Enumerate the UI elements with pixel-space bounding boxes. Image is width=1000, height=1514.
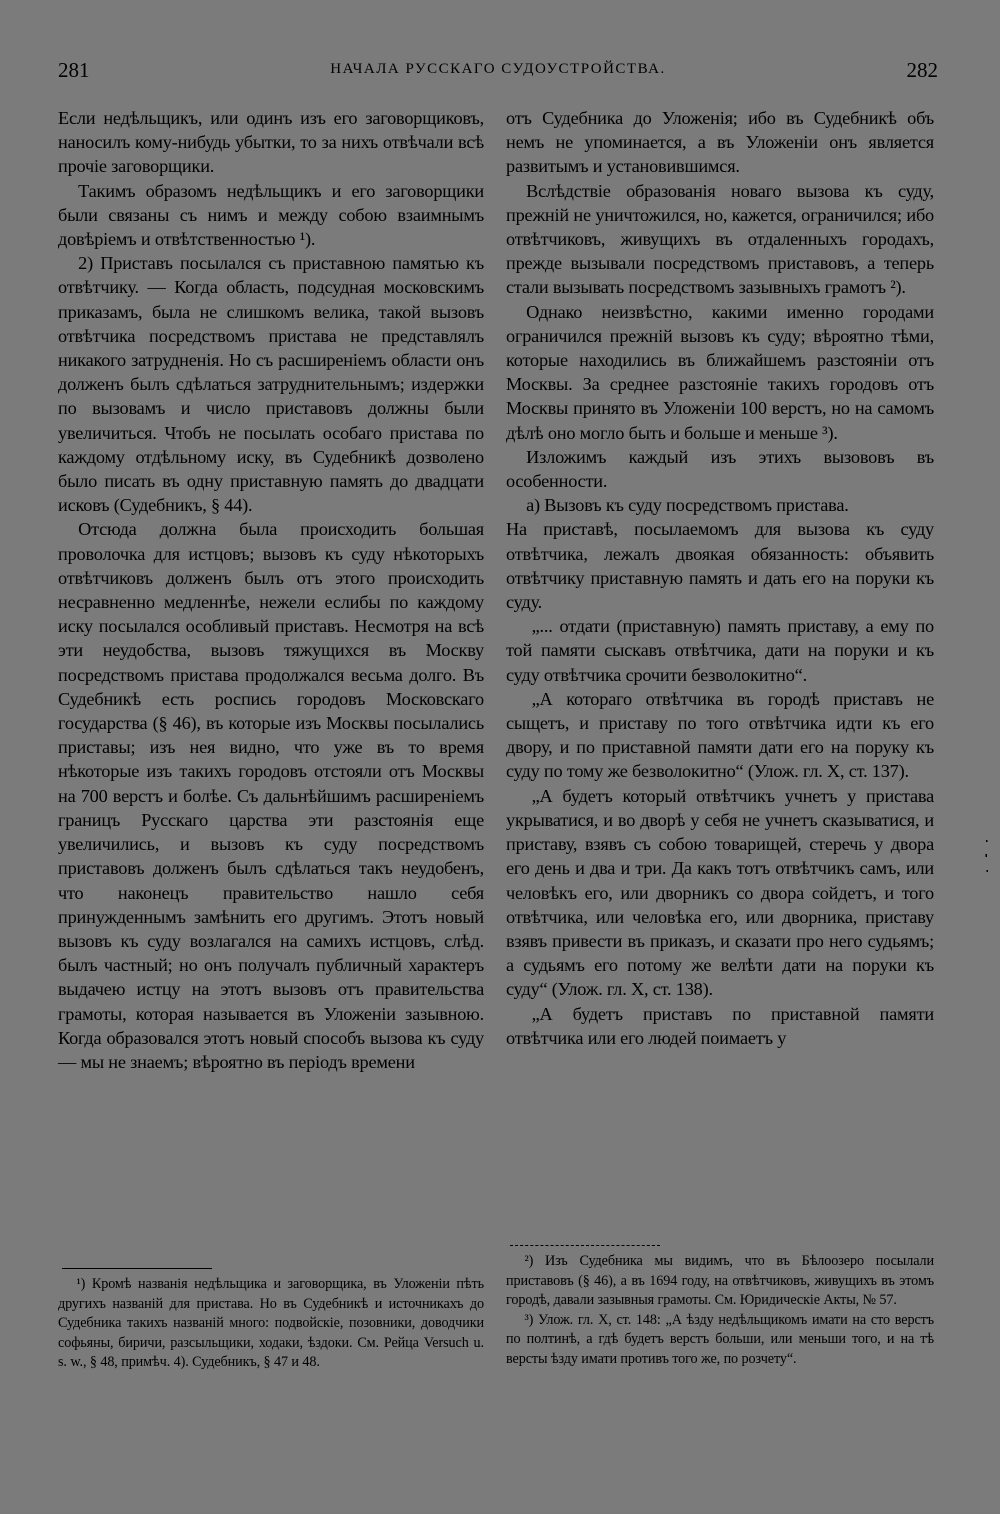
running-header <box>58 58 938 88</box>
footnote-rule <box>510 1245 660 1246</box>
paragraph: Если недѣльщикъ, или одинъ изъ его заговорщиковъ, наносилъ кому-нибудь убытки, то за нихъ отвѣчали всѣ прочіе заговорщики. <box>58 108 484 177</box>
page-number-left: 281 <box>58 58 90 82</box>
paragraph: 2) Приставъ посылался съ приставною памятью къ отвѣтчику. — Когда область, подсудная московскимъ приказамъ, была не слишкомъ велика, такой вызовъ отвѣтчика посредствомъ пристава не представлялъ никакого затрудненія. Но съ расширеніемъ области онъ долженъ былъ сдѣлаться затруднительнымъ; издержки по вызовамъ и число приставовъ должны были увеличиться. Чтобъ не посылать особаго пристава по каждому отдѣльному иску, въ Судебникѣ дозволено было писать въ одну приставную память до двадцати исковъ (Судебникъ, § 44). <box>58 253 484 516</box>
paragraph: Однако неизвѣстно, какими именно городами ограничился прежній вызовъ къ суду; вѣроятно тѣми, которые находились въ ближайшемъ разстояніи отъ Москвы. За среднее разстояніе такихъ городовъ отъ Москвы принято въ Уложеніи 100 верстъ, но на самомъ дѣлѣ оно могло быть и больше и меньше ³). <box>506 301 934 443</box>
footnote-rule <box>62 1268 212 1269</box>
scan-speck-marks <box>985 840 989 880</box>
quotation: „А будетъ который отвѣтчикъ учнетъ у пристава укрыватися, и во дворѣ у себя не учнетъ сказыватися, и приставу, взявъ съ собою товарищей, стеречь у двора его день и два и три. Да какъ тотъ отвѣтчикъ самъ, или человѣкъ его, или дворникъ со двора сойдетъ, и того отвѣтчика, или человѣка его, или дворника, приставу взявъ привести въ приказъ, и сказати про него судьямъ; а судьямъ его потому же велѣти дати на поруки къ суду“ (Улож. гл. X, ст. 138). <box>506 785 934 1000</box>
quotation: „А будетъ приставъ по приставной памяти отвѣтчика или его людей поимаетъ у <box>506 1003 934 1048</box>
footnote: ¹) Кромѣ названія недѣльщика и заговорщика, въ Уложеніи пѣть другихъ названій для пристава. Но въ Судебникѣ и источникахъ до Судебника такихъ названій много: подвойскіе, позовники, доводчики софьяны, биричи, разсыльщики, ходаки, ѣздоки. См. Рейца Versuch u. s. w., § 48, примѣч. 4). Судебникъ, § 47 и 48. <box>58 1276 484 1371</box>
paragraph: Вслѣдствіе образованія новаго вызова къ суду, прежній не уничтожился, но, кажется, ограничился; ибо отвѣтчиковъ, живущихъ въ отдаленныхъ городахъ, прежде вызывали посредствомъ приставовъ, а теперь стали вызывать посредствомъ зазывныхъ грамотъ ²). <box>506 180 934 298</box>
paragraph: отъ Судебника до Уложенія; ибо въ Судебникѣ объ немъ не упоминается, а въ Уложеніи онъ является развитымъ и установившимся. <box>506 108 934 177</box>
paragraph: На приставѣ, посылаемомъ для вызова къ суду отвѣтчика, лежалъ двоякая обязанность: объявить отвѣтчику приставную память и дать его на поруки къ суду. <box>506 519 934 613</box>
paragraph: Изложимъ каждый изъ этихъ вызововъ въ особенности. <box>506 446 934 492</box>
footnote: ²) Изъ Судебника мы видимъ, что въ Бѣлоозеро посылали приставовъ (§ 46), а въ 1694 году, на отвѣтчиковъ, живущихъ въ этомъ городѣ, давали зазывныя грамоты. См. Юридическіе Акты, № 57. <box>506 1253 934 1309</box>
right-column <box>506 106 934 1050</box>
quotation: „... отдати (приставную) память приставу, а ему по той памяти сыскавъ отвѣтчика, дати на поруки и къ суду отвѣтчика срочити безволокитно“. <box>506 616 934 685</box>
quotation: „А котораго отвѣтчика въ городѣ приставъ не сыщетъ, и приставу по того отвѣтчика идти къ его двору, и по приставной памяти дати его на поруку къ суду по тому же безволокитно“ (Улож. гл. X, ст. 137). <box>506 688 934 782</box>
page-number-right: 282 <box>906 58 938 82</box>
left-column <box>58 106 484 1074</box>
footnotes-right <box>506 1245 934 1370</box>
section-heading: а) Вызовъ къ суду посредствомъ пристава. <box>526 495 849 516</box>
footnotes-left <box>58 1268 484 1373</box>
running-title: НАЧАЛА РУССКАГО СУДОУСТРОЙСТВА. <box>330 61 666 77</box>
footnote: ³) Улож. гл. X, ст. 148: „А ѣзду недѣльщикомъ имати на сто верстъ по полтинѣ, а гдѣ будетъ верстъ больши, или меньши того, и на тѣ версты ѣзду имати противъ того же, по розчету“. <box>506 1311 934 1367</box>
paragraph: Отсюда должна была происходить большая проволочка для истцовъ; вызовъ къ суду нѣкоторыхъ отвѣтчиковъ долженъ былъ отъ этого происходить несравненно медленнѣе, нежели еслибы по каждому иску посылался особливый приставъ. Несмотря на всѣ эти неудобства, вызовъ тяжущихся въ Москву посредствомъ пристава продолжался весьма долго. Въ Судебникѣ есть роспись городовъ Московскаго государства (§ 46), въ которые изъ Москвы посылались приставы; изъ нея видно, что уже въ то время нѣкоторые изъ такихъ городовъ отстояли отъ Москвы на 700 верстъ и болѣе. Съ дальнѣйшимъ расширеніемъ границъ Русскаго царства эти разстоянія еще увеличились, и вызовъ къ суду посредствомъ приставовъ долженъ былъ сдѣлаться такъ неудобенъ, что наконецъ правительство нашло себя принужденнымъ замѣнить его другимъ. Этотъ новый вызовъ къ суду возлагался на самихъ истцовъ, слѣд. былъ частный; но онъ получалъ публичный характеръ выдачею истцу на этотъ вызовъ отъ правительства грамоты, которая называется въ Уложеніи зазывною. Когда образовался этотъ новый способъ вызова къ суду — мы не знаемъ; вѣроятно въ періодъ времени <box>58 519 484 1072</box>
paragraph: Такимъ образомъ недѣльщикъ и его заговорщики были связаны съ нимъ и между собою взаимнымъ довѣріемъ и отвѣтственностью ¹). <box>58 180 484 250</box>
